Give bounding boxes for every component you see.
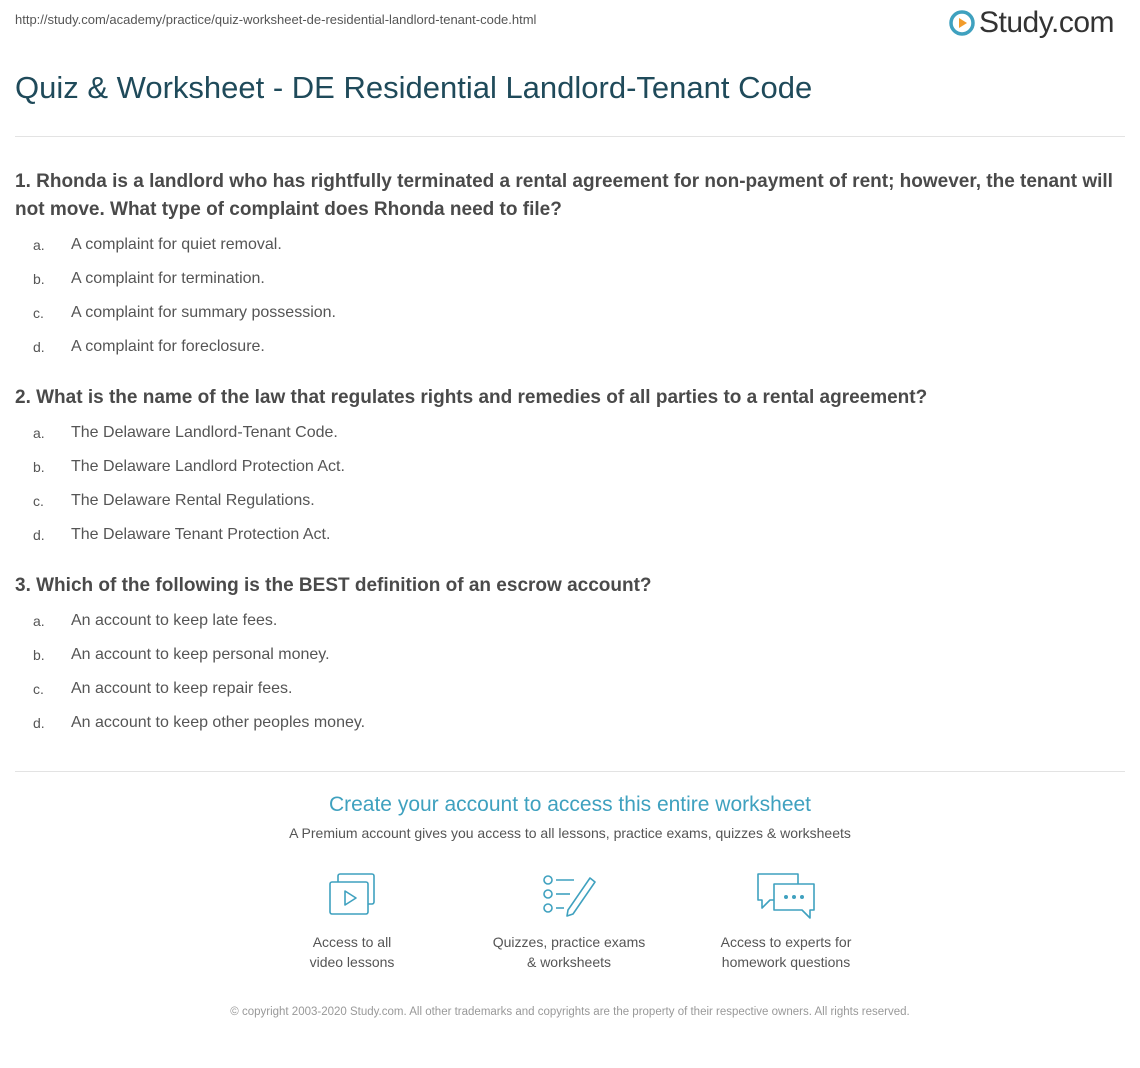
answer-list (15, 604, 1125, 740)
answer-option[interactable] (15, 296, 1125, 330)
answer-letter: a. (33, 425, 45, 441)
answer-letter: d. (33, 339, 45, 355)
feature-label-line1: Quizzes, practice exams (492, 934, 646, 950)
answer-option[interactable] (15, 604, 1125, 638)
answer-text: A complaint for quiet removal. (71, 236, 282, 253)
copyright-footer: © copyright 2003-2020 Study.com. All other trademarks and copyrights are the property of their respective owners. All rights reserved. (230, 1006, 910, 1018)
answer-text: A complaint for termination. (71, 270, 265, 287)
feature-label-line2: homework questions (721, 954, 851, 970)
answer-option[interactable] (15, 416, 1125, 450)
answer-letter: d. (33, 527, 45, 543)
chat-bubbles-icon (754, 870, 818, 922)
video-lessons-icon (326, 870, 378, 918)
divider (15, 771, 1125, 772)
feature-label-line1: Access to all (312, 934, 392, 950)
answer-text: The Delaware Tenant Protection Act. (71, 526, 331, 543)
answer-option[interactable] (15, 706, 1125, 740)
question-text: 2. What is the name of the law that regulates rights and remedies of all parties to a rental agreement? (15, 387, 928, 408)
question-text: 3. Which of the following is the BEST definition of an escrow account? (15, 575, 652, 596)
answer-text: The Delaware Rental Regulations. (71, 492, 315, 509)
answer-letter: b. (33, 647, 45, 663)
answer-text: An account to keep personal money. (71, 646, 330, 663)
answer-option[interactable] (15, 484, 1125, 518)
answer-text: A complaint for foreclosure. (71, 338, 265, 355)
answer-text: An account to keep late fees. (71, 612, 278, 629)
answer-letter: a. (33, 237, 45, 253)
cta-subtitle: A Premium account gives you access to all lessons, practice exams, quizzes & worksheets (289, 825, 851, 841)
answer-text: The Delaware Landlord Protection Act. (71, 458, 345, 475)
question (15, 168, 1125, 364)
answer-letter: c. (33, 493, 44, 509)
quiz-checklist-icon (540, 870, 598, 918)
answer-option[interactable] (15, 450, 1125, 484)
answer-letter: c. (33, 305, 44, 321)
answer-letter: c. (33, 681, 44, 697)
answer-letter: a. (33, 613, 45, 629)
answer-letter: d. (33, 715, 45, 731)
answer-option[interactable] (15, 638, 1125, 672)
answer-option[interactable] (15, 262, 1125, 296)
answer-text: A complaint for summary possession. (71, 304, 336, 321)
feature-label-line2: & worksheets (526, 954, 612, 970)
question (15, 384, 1125, 552)
answer-option[interactable] (15, 330, 1125, 364)
feature-video-lessons (252, 870, 452, 972)
play-circle-icon (949, 10, 975, 36)
feature-label-line2: video lessons (309, 954, 395, 970)
page-title: Quiz & Worksheet - DE Residential Landlord-Tenant Code (15, 70, 813, 105)
answer-option[interactable] (15, 228, 1125, 262)
study-logo[interactable] (949, 6, 1114, 40)
feature-quizzes (469, 870, 669, 972)
answer-text: The Delaware Landlord-Tenant Code. (71, 424, 338, 441)
signup-cta (0, 793, 1140, 841)
answer-text: An account to keep other peoples money. (71, 714, 366, 731)
answer-list (15, 228, 1125, 364)
question-list (15, 168, 1125, 760)
logo-text: Study.com (979, 6, 1114, 39)
divider (15, 136, 1125, 137)
feature-experts (686, 870, 886, 972)
answer-option[interactable] (15, 672, 1125, 706)
question-text: 1. Rhonda is a landlord who has rightfully terminated a rental agreement for non-payment of rent; however, the tenant will not move. What type of complaint does Rhonda need to file? (15, 171, 1113, 220)
feature-label-line1: Access to experts for (720, 934, 852, 950)
page-url: http://study.com/academy/practice/quiz-worksheet-de-residential-landlord-tenant-code.html (15, 12, 537, 27)
answer-letter: b. (33, 271, 45, 287)
cta-title-link[interactable]: Create your account to access this entire worksheet (328, 793, 812, 816)
answer-text: An account to keep repair fees. (71, 680, 293, 697)
answer-option[interactable] (15, 518, 1125, 552)
answer-list (15, 416, 1125, 552)
question (15, 572, 1125, 740)
answer-letter: b. (33, 459, 45, 475)
